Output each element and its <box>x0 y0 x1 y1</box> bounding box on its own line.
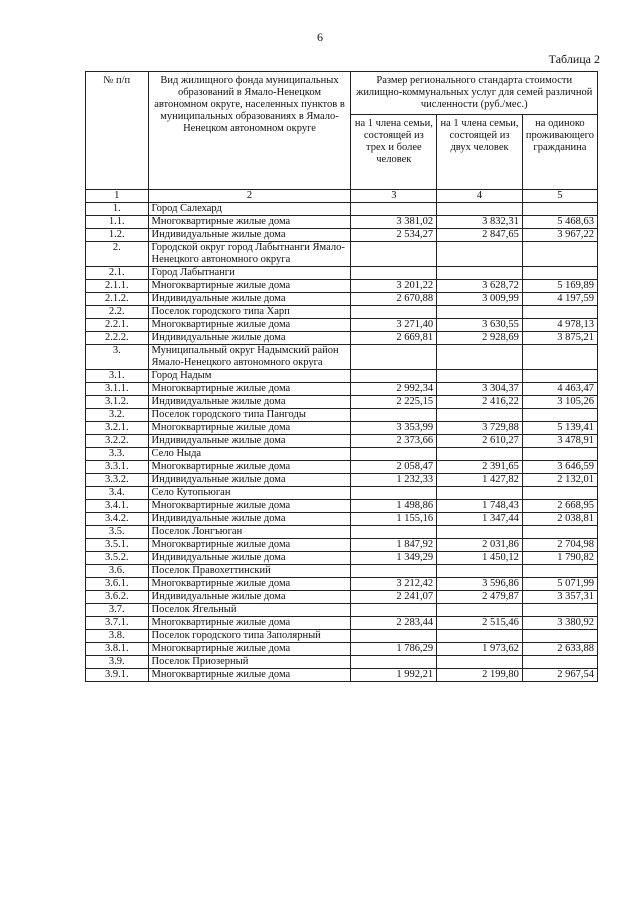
table-row <box>86 565 598 578</box>
value-single-cell: 5 468,63 <box>522 216 597 229</box>
value-family-three-cell <box>351 604 437 617</box>
value-family-two-cell: 2 928,69 <box>437 332 523 345</box>
row-name-cell: Многоквартирные жилые дома <box>148 669 351 682</box>
table-row <box>86 216 598 229</box>
row-number-cell: 2.1.2. <box>86 293 149 306</box>
table-row <box>86 396 598 409</box>
value-family-three-cell <box>351 306 437 319</box>
row-number-cell: 3.1.1. <box>86 383 149 396</box>
table-row <box>86 591 598 604</box>
table-row <box>86 630 598 643</box>
value-family-three-cell: 3 212,42 <box>351 578 437 591</box>
value-single-cell <box>522 242 597 267</box>
value-family-three-cell: 2 373,66 <box>351 435 437 448</box>
table-row <box>86 280 598 293</box>
row-number-cell: 3.4. <box>86 487 149 500</box>
row-name-cell: Село Ныда <box>148 448 351 461</box>
row-name-cell: Многоквартирные жилые дома <box>148 383 351 396</box>
row-number-cell: 3.3. <box>86 448 149 461</box>
row-name-cell: Многоквартирные жилые дома <box>148 500 351 513</box>
row-number-cell: 2.2. <box>86 306 149 319</box>
table-row <box>86 319 598 332</box>
value-single-cell <box>522 487 597 500</box>
table-row <box>86 526 598 539</box>
value-family-two-cell <box>437 630 523 643</box>
table-row <box>86 604 598 617</box>
value-single-cell <box>522 630 597 643</box>
table-row <box>86 578 598 591</box>
row-name-cell: Город Надым <box>148 370 351 383</box>
value-single-cell: 2 668,95 <box>522 500 597 513</box>
row-name-cell: Индивидуальные жилые дома <box>148 513 351 526</box>
value-family-two-cell: 2 515,46 <box>437 617 523 630</box>
value-family-three-cell: 2 670,88 <box>351 293 437 306</box>
row-name-cell: Город Салехард <box>148 203 351 216</box>
value-family-two-cell: 2 847,65 <box>437 229 523 242</box>
row-name-cell: Поселок Лонгъюган <box>148 526 351 539</box>
row-number-cell: 2.2.2. <box>86 332 149 345</box>
value-family-three-cell: 2 992,34 <box>351 383 437 396</box>
column-number: 1 <box>86 190 149 203</box>
value-family-two-cell: 1 347,44 <box>437 513 523 526</box>
value-family-three-cell: 2 534,27 <box>351 229 437 242</box>
table-row <box>86 409 598 422</box>
row-number-cell: 3.6. <box>86 565 149 578</box>
value-family-two-cell <box>437 203 523 216</box>
row-number-cell: 3.7. <box>86 604 149 617</box>
page-number: 6 <box>317 30 323 44</box>
table-row <box>86 656 598 669</box>
value-single-cell: 2 038,81 <box>522 513 597 526</box>
row-number-cell: 2. <box>86 242 149 267</box>
table-row <box>86 448 598 461</box>
value-family-two-cell <box>437 656 523 669</box>
column-number: 4 <box>437 190 523 203</box>
row-name-cell: Поселок Ягельный <box>148 604 351 617</box>
standards-table <box>85 71 598 682</box>
row-number-cell: 3.5.2. <box>86 552 149 565</box>
row-name-cell: Многоквартирные жилые дома <box>148 280 351 293</box>
table-row <box>86 370 598 383</box>
value-single-cell <box>522 565 597 578</box>
header-housing-type: Вид жилищного фонда муниципальных образований в Ямало-Ненецком автономном округе, населенных пунктов в муниципальных образованиях в Ямало-Ненецком автономном округе <box>148 72 351 190</box>
table-row <box>86 383 598 396</box>
table-row <box>86 513 598 526</box>
value-family-two-cell: 3 729,88 <box>437 422 523 435</box>
row-name-cell: Село Кутопьюган <box>148 487 351 500</box>
row-number-cell: 3.8.1. <box>86 643 149 656</box>
value-family-three-cell <box>351 526 437 539</box>
value-family-three-cell: 1 992,21 <box>351 669 437 682</box>
value-single-cell: 4 197,59 <box>522 293 597 306</box>
value-family-three-cell: 1 155,16 <box>351 513 437 526</box>
value-family-three-cell <box>351 370 437 383</box>
header-single: на одиноко проживающего гражданина <box>522 115 597 190</box>
row-number-cell: 3. <box>86 345 149 370</box>
row-name-cell: Многоквартирные жилые дома <box>148 539 351 552</box>
table-row <box>86 422 598 435</box>
row-name-cell: Индивидуальные жилые дома <box>148 474 351 487</box>
row-name-cell: Индивидуальные жилые дома <box>148 591 351 604</box>
value-family-three-cell <box>351 487 437 500</box>
value-family-two-cell: 2 416,22 <box>437 396 523 409</box>
row-name-cell: Многоквартирные жилые дома <box>148 461 351 474</box>
table-row <box>86 293 598 306</box>
value-family-three-cell: 1 232,33 <box>351 474 437 487</box>
value-family-two-cell: 1 748,43 <box>437 500 523 513</box>
header-family-three: на 1 члена семьи, состоящей из трех и более человек <box>351 115 437 190</box>
value-single-cell: 3 875,21 <box>522 332 597 345</box>
row-name-cell: Поселок городского типа Заполярный <box>148 630 351 643</box>
value-family-two-cell: 3 596,86 <box>437 578 523 591</box>
value-single-cell: 3 380,92 <box>522 617 597 630</box>
row-name-cell: Поселок Приозерный <box>148 656 351 669</box>
value-family-three-cell: 1 498,86 <box>351 500 437 513</box>
row-number-cell: 2.2.1. <box>86 319 149 332</box>
row-name-cell: Индивидуальные жилые дома <box>148 229 351 242</box>
row-number-cell: 2.1.1. <box>86 280 149 293</box>
value-family-two-cell: 1 427,82 <box>437 474 523 487</box>
table-row <box>86 435 598 448</box>
header-number: № п/п <box>86 72 149 190</box>
value-family-two-cell: 2 479,87 <box>437 591 523 604</box>
table-row <box>86 552 598 565</box>
row-number-cell: 1. <box>86 203 149 216</box>
value-family-three-cell: 1 786,29 <box>351 643 437 656</box>
value-family-three-cell <box>351 656 437 669</box>
row-name-cell: Индивидуальные жилые дома <box>148 435 351 448</box>
row-name-cell: Многоквартирные жилые дома <box>148 319 351 332</box>
row-name-cell: Поселок городского типа Пангоды <box>148 409 351 422</box>
column-number: 3 <box>351 190 437 203</box>
table-row <box>86 461 598 474</box>
value-single-cell: 2 967,54 <box>522 669 597 682</box>
row-number-cell: 3.6.1. <box>86 578 149 591</box>
row-number-cell: 3.7.1. <box>86 617 149 630</box>
row-name-cell: Городской округ город Лабытнанги Ямало-Ненецкого автономного округа <box>148 242 351 267</box>
value-family-two-cell: 3 630,55 <box>437 319 523 332</box>
value-family-three-cell: 2 058,47 <box>351 461 437 474</box>
table-row <box>86 539 598 552</box>
table-row <box>86 332 598 345</box>
table-row <box>86 267 598 280</box>
value-family-two-cell <box>437 306 523 319</box>
table-row <box>86 474 598 487</box>
value-family-three-cell <box>351 630 437 643</box>
table-body <box>86 203 598 682</box>
value-family-two-cell <box>437 267 523 280</box>
row-number-cell: 3.1. <box>86 370 149 383</box>
table-row <box>86 487 598 500</box>
value-family-two-cell: 3 628,72 <box>437 280 523 293</box>
row-number-cell: 3.2.1. <box>86 422 149 435</box>
row-number-cell: 3.3.1. <box>86 461 149 474</box>
value-single-cell: 1 790,82 <box>522 552 597 565</box>
value-family-three-cell: 1 847,92 <box>351 539 437 552</box>
row-number-cell: 3.4.1. <box>86 500 149 513</box>
row-number-cell: 1.2. <box>86 229 149 242</box>
value-single-cell <box>522 267 597 280</box>
row-name-cell: Поселок городского типа Харп <box>148 306 351 319</box>
row-number-cell: 3.9. <box>86 656 149 669</box>
value-single-cell <box>522 656 597 669</box>
row-number-cell: 3.6.2. <box>86 591 149 604</box>
value-single-cell: 3 646,59 <box>522 461 597 474</box>
column-number: 5 <box>522 190 597 203</box>
row-number-cell: 2.1. <box>86 267 149 280</box>
value-family-two-cell <box>437 487 523 500</box>
row-number-cell: 3.8. <box>86 630 149 643</box>
value-single-cell <box>522 448 597 461</box>
table-row <box>86 643 598 656</box>
value-family-two-cell <box>437 565 523 578</box>
value-family-two-cell: 1 450,12 <box>437 552 523 565</box>
value-family-two-cell <box>437 604 523 617</box>
value-single-cell <box>522 526 597 539</box>
value-single-cell: 5 071,99 <box>522 578 597 591</box>
value-family-two-cell: 3 832,31 <box>437 216 523 229</box>
row-number-cell: 3.5.1. <box>86 539 149 552</box>
table-row <box>86 229 598 242</box>
value-single-cell <box>522 306 597 319</box>
value-single-cell <box>522 409 597 422</box>
row-name-cell: Индивидуальные жилые дома <box>148 293 351 306</box>
table-row <box>86 500 598 513</box>
row-number-cell: 1.1. <box>86 216 149 229</box>
value-family-two-cell: 1 973,62 <box>437 643 523 656</box>
value-family-two-cell <box>437 370 523 383</box>
row-number-cell: 3.1.2. <box>86 396 149 409</box>
value-single-cell <box>522 604 597 617</box>
row-name-cell: Многоквартирные жилые дома <box>148 578 351 591</box>
value-family-two-cell <box>437 242 523 267</box>
table-row <box>86 306 598 319</box>
table-row <box>86 617 598 630</box>
row-number-cell: 3.4.2. <box>86 513 149 526</box>
value-single-cell: 2 633,88 <box>522 643 597 656</box>
value-single-cell: 4 978,13 <box>522 319 597 332</box>
value-family-three-cell <box>351 409 437 422</box>
table-caption: Таблица 2 <box>548 52 600 66</box>
row-name-cell: Многоквартирные жилые дома <box>148 643 351 656</box>
value-family-two-cell <box>437 409 523 422</box>
value-single-cell: 3 357,31 <box>522 591 597 604</box>
table-row <box>86 345 598 370</box>
value-single-cell: 2 132,01 <box>522 474 597 487</box>
value-family-three-cell <box>351 267 437 280</box>
row-number-cell: 3.2. <box>86 409 149 422</box>
table-row <box>86 203 598 216</box>
value-family-two-cell <box>437 526 523 539</box>
value-family-three-cell: 1 349,29 <box>351 552 437 565</box>
value-single-cell: 2 704,98 <box>522 539 597 552</box>
value-family-three-cell <box>351 565 437 578</box>
header-family-two: на 1 члена семьи, состоящей из двух человек <box>437 115 523 190</box>
row-name-cell: Многоквартирные жилые дома <box>148 216 351 229</box>
value-family-two-cell <box>437 448 523 461</box>
value-family-three-cell: 3 201,22 <box>351 280 437 293</box>
row-number-cell: 3.3.2. <box>86 474 149 487</box>
value-single-cell: 3 967,22 <box>522 229 597 242</box>
value-family-three-cell: 2 669,81 <box>351 332 437 345</box>
value-family-three-cell <box>351 448 437 461</box>
row-name-cell: Муниципальный округ Надымский район Ямало-Ненецкого автономного округа <box>148 345 351 370</box>
header-standard-size: Размер регионального стандарта стоимости жилищно-коммунальных услуг для семей различной численности (руб./мес.) <box>351 72 598 115</box>
value-single-cell <box>522 203 597 216</box>
value-single-cell: 4 463,47 <box>522 383 597 396</box>
value-family-three-cell: 2 241,07 <box>351 591 437 604</box>
value-single-cell: 5 169,89 <box>522 280 597 293</box>
value-family-two-cell: 3 009,99 <box>437 293 523 306</box>
row-name-cell: Индивидуальные жилые дома <box>148 552 351 565</box>
value-family-two-cell: 2 610,27 <box>437 435 523 448</box>
value-family-three-cell: 2 225,15 <box>351 396 437 409</box>
row-number-cell: 3.9.1. <box>86 669 149 682</box>
table-row <box>86 242 598 267</box>
row-number-cell: 3.2.2. <box>86 435 149 448</box>
value-family-three-cell <box>351 242 437 267</box>
value-family-two-cell: 2 031,86 <box>437 539 523 552</box>
value-family-three-cell: 3 381,02 <box>351 216 437 229</box>
table-row <box>86 669 598 682</box>
row-name-cell: Город Лабытнанги <box>148 267 351 280</box>
row-name-cell: Индивидуальные жилые дома <box>148 396 351 409</box>
row-name-cell: Индивидуальные жилые дома <box>148 332 351 345</box>
value-single-cell <box>522 345 597 370</box>
value-single-cell: 3 478,91 <box>522 435 597 448</box>
row-number-cell: 3.5. <box>86 526 149 539</box>
column-number: 2 <box>148 190 351 203</box>
value-family-three-cell: 3 353,99 <box>351 422 437 435</box>
value-single-cell: 3 105,26 <box>522 396 597 409</box>
row-name-cell: Многоквартирные жилые дома <box>148 617 351 630</box>
value-family-two-cell <box>437 345 523 370</box>
value-family-three-cell <box>351 203 437 216</box>
value-single-cell <box>522 370 597 383</box>
row-name-cell: Поселок Правохеттинский <box>148 565 351 578</box>
value-family-two-cell: 3 304,37 <box>437 383 523 396</box>
row-name-cell: Многоквартирные жилые дома <box>148 422 351 435</box>
value-family-three-cell: 3 271,40 <box>351 319 437 332</box>
value-family-two-cell: 2 199,80 <box>437 669 523 682</box>
value-family-three-cell <box>351 345 437 370</box>
value-single-cell: 5 139,41 <box>522 422 597 435</box>
value-family-three-cell: 2 283,44 <box>351 617 437 630</box>
value-family-two-cell: 2 391,65 <box>437 461 523 474</box>
